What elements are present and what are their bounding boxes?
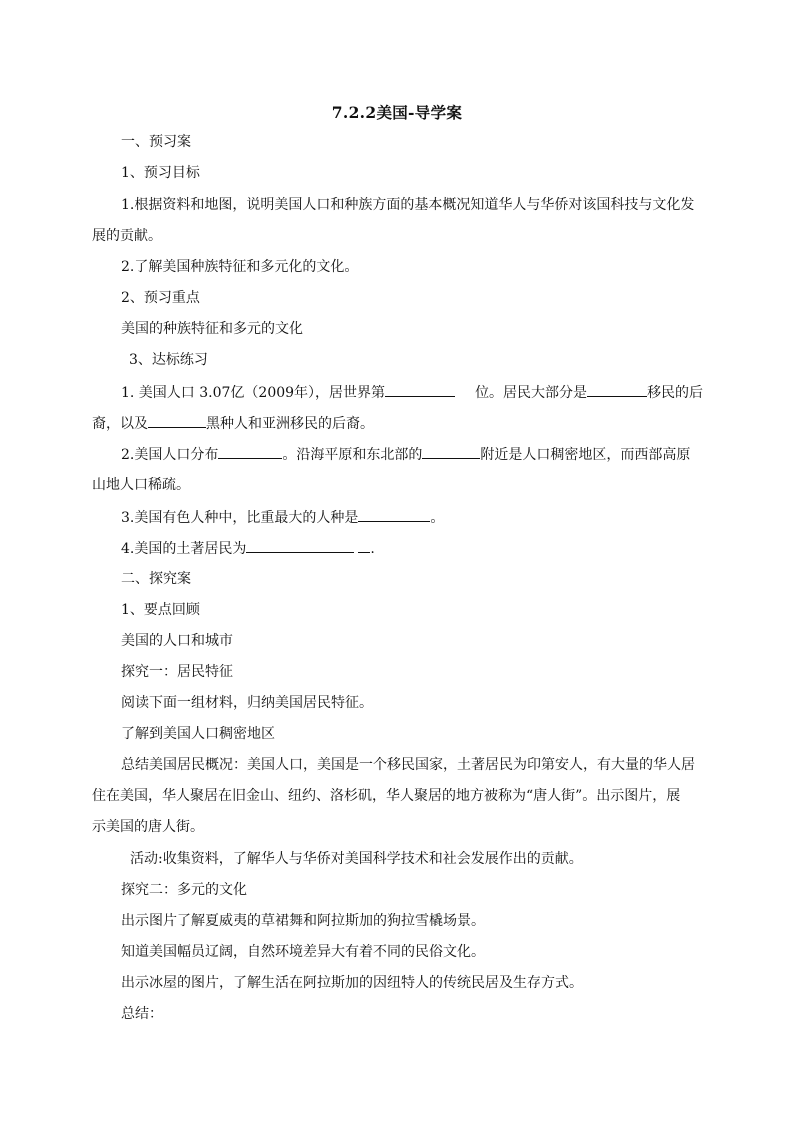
know-text: 知道美国幅员辽阔，自然环境差异大有着不同的民俗文化。 <box>121 944 485 960</box>
q2-blank-distribution[interactable] <box>218 444 282 459</box>
question-2-line-2: 山地人口稀疏。 <box>92 477 190 493</box>
reading-instruction: 阅读下面一组材料，归纳美国居民特征。 <box>121 695 373 711</box>
q1-text-a: 1. 美国人口 3.07亿（2009年），居世界第 <box>121 385 386 401</box>
inquiry-2-heading: 探究二：多元的文化 <box>121 882 247 898</box>
question-3 <box>121 507 444 528</box>
goal-1-line-2: 展的贡献。 <box>92 228 162 244</box>
inquiry-1-heading: 探究一：居民特征 <box>121 664 233 680</box>
q4-blank-natives[interactable] <box>246 538 354 553</box>
q3-text-a: 3.美国有色人种中，比重最大的人种是 <box>121 510 359 526</box>
q1-blank-origin[interactable] <box>587 382 647 397</box>
q3-text-b: 。 <box>430 510 445 526</box>
dense-areas-text: 了解到美国人口稠密地区 <box>121 726 275 742</box>
summary-line-2: 住在美国，华人聚居在旧金山、纽约、洛杉矶，华人聚居的地方被称为“唐人街”。出示图片，展 <box>92 788 681 804</box>
q2-blank-region[interactable] <box>422 444 480 459</box>
focus-text: 美国的种族特征和多元的文化 <box>121 321 303 337</box>
summary-line-3: 示美国的唐人街。 <box>92 819 204 835</box>
subheading-preview-focus: 2、预习重点 <box>121 290 200 306</box>
q3-blank-race[interactable] <box>358 507 430 522</box>
q1-text-e: 黑种人和亚洲移民的后裔。 <box>206 416 374 432</box>
question-2-line-1 <box>121 444 690 465</box>
subheading-preview-goals: 1、预习目标 <box>121 165 200 181</box>
q2-text-a: 2.美国人口分布 <box>121 447 219 463</box>
question-4 <box>121 538 375 559</box>
q4-blank-extra[interactable] <box>358 538 370 553</box>
section-heading-preview: 一、预习案 <box>121 134 191 150</box>
show-pictures-text: 出示图片了解夏威夷的草裙舞和阿拉斯加的狗拉雪橇场景。 <box>121 913 485 929</box>
section-heading-inquiry: 二、探究案 <box>121 571 191 587</box>
question-1-line-1 <box>121 382 703 403</box>
document-title: 7.2.2美国-导学案 <box>331 103 463 122</box>
subheading-review: 1、要点回顾 <box>121 602 200 618</box>
q1-text-c: 移民的后 <box>647 385 704 401</box>
subheading-exercises: 3、达标练习 <box>129 352 208 368</box>
q1-text-b: 位。居民大部分是 <box>475 385 588 401</box>
conclusion-label: 总结： <box>121 1006 163 1022</box>
goal-2: 2.了解美国种族特征和多元化的文化。 <box>121 259 359 275</box>
goal-1-line-1: 1.根据资料和地图，说明美国人口和种族方面的基本概况知道华人与华侨对该国科技与文化发 <box>121 197 695 213</box>
question-1-line-2 <box>92 413 374 434</box>
q2-text-c: 附近是人口稠密地区，而西部高原 <box>480 447 691 463</box>
q1-blank-rank[interactable] <box>385 382 455 397</box>
q1-blank-source[interactable] <box>148 413 206 428</box>
igloo-text: 出示冰屋的图片，了解生活在阿拉斯加的因纽特人的传统民居及生存方式。 <box>121 975 583 991</box>
q4-text-b: . <box>370 541 375 557</box>
topic-population-cities: 美国的人口和城市 <box>121 633 233 649</box>
q2-text-b: 。沿海平原和东北部的 <box>282 447 423 463</box>
q1-text-d: 裔，以及 <box>92 416 148 432</box>
q4-text-a: 4.美国的土著居民为 <box>121 541 247 557</box>
summary-line-1: 总结美国居民概况：美国人口，美国是一个移民国家，土著居民为印第安人，有大量的华人居 <box>121 757 695 773</box>
activity-text: 活动:收集资料，了解华人与华侨对美国科学技术和社会发展作出的贡献。 <box>130 851 583 867</box>
